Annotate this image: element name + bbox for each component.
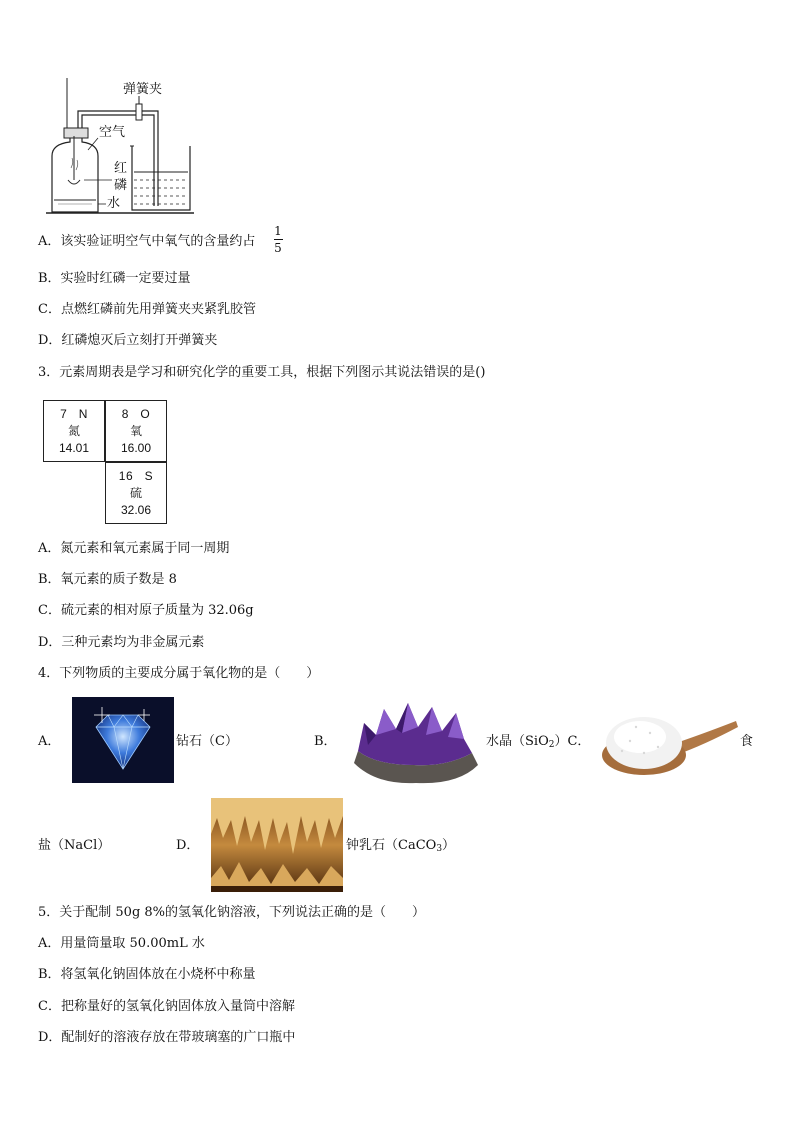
q2-fraction-numerator: 1 bbox=[274, 224, 282, 238]
element-cell-sulfur bbox=[105, 462, 167, 524]
element-symbol: S bbox=[144, 469, 154, 483]
diamond-image bbox=[72, 697, 174, 783]
q4-text-d-subscript: 3 bbox=[436, 844, 443, 854]
q4-text-c-part2: 盐（NaCl） bbox=[38, 838, 111, 853]
label-red-phosphorus-1: 红 bbox=[114, 161, 128, 176]
element-cell-nitrogen bbox=[43, 400, 105, 462]
label-red-phosphorus-2: 磷 bbox=[114, 178, 128, 193]
element-symbol: O bbox=[140, 407, 151, 421]
stalactite-image bbox=[211, 798, 343, 892]
element-mass: 16.00 bbox=[120, 441, 152, 455]
element-name: 氮 bbox=[67, 424, 80, 438]
q3-stem: 3．元素周期表是学习和研究化学的重要工具，根据下列图示其说法错误的是() bbox=[38, 365, 486, 380]
element-cell-oxygen bbox=[105, 400, 167, 462]
q3-option-c: C．硫元素的相对原子质量为 32.06g bbox=[38, 603, 254, 618]
q4-text-d bbox=[346, 837, 455, 858]
element-name: 氧 bbox=[129, 424, 142, 438]
q4-text-a: 钻石（C） bbox=[176, 734, 238, 749]
q4-text-b-prefix: 水晶（SiO bbox=[486, 734, 549, 749]
q3-option-d: D．三种元素均为非金属元素 bbox=[38, 635, 205, 650]
q4-text-c-part1: 食 bbox=[740, 734, 754, 749]
element-number: 8 bbox=[121, 407, 129, 421]
q4-text-d-suffix: ） bbox=[442, 838, 456, 853]
q4-label-d: D． bbox=[176, 838, 200, 853]
q5-option-b: B．将氢氧化钠固体放在小烧杯中称量 bbox=[38, 967, 256, 982]
q4-text-b bbox=[486, 733, 590, 754]
q4-stem: 4．下列物质的主要成分属于氧化物的是（ ） bbox=[38, 666, 320, 681]
amethyst-image bbox=[346, 693, 482, 788]
q4-text-b-subscript: 2 bbox=[548, 740, 555, 750]
q2-option-a: A．该实验证明空气中氧气的含量约占 bbox=[38, 234, 256, 249]
q2-option-b: B．实验时红磷一定要过量 bbox=[38, 271, 191, 286]
q3-option-a: A．氮元素和氧元素属于同一周期 bbox=[38, 541, 230, 556]
label-air: 空气 bbox=[99, 125, 126, 140]
q5-option-c: C．把称量好的氢氧化钠固体放入量筒中溶解 bbox=[38, 999, 295, 1014]
salt-spoon-image bbox=[600, 705, 740, 783]
q5-option-d: D．配制好的溶液存放在带玻璃塞的广口瓶中 bbox=[38, 1030, 296, 1045]
element-symbol: N bbox=[78, 407, 88, 421]
q5-stem: 5．关于配制 50g 8%的氢氧化钠溶液，下列说法正确的是（ ） bbox=[38, 905, 426, 920]
q5-option-a: A．用量筒量取 50.00mL 水 bbox=[38, 936, 205, 951]
q2-fraction-denominator: 5 bbox=[274, 241, 282, 255]
element-mass: 32.06 bbox=[120, 503, 152, 517]
q2-option-d: D．红磷熄灭后立刻打开弹簧夹 bbox=[38, 333, 218, 348]
q4-text-b-suffix: ）C． bbox=[554, 734, 591, 749]
q4-text-d-prefix: 钟乳石（CaCO bbox=[346, 838, 437, 853]
label-water: 水 bbox=[107, 196, 121, 211]
q2-fraction bbox=[271, 224, 285, 255]
q4-label-a: A． bbox=[38, 734, 61, 749]
element-mass: 14.01 bbox=[58, 441, 90, 455]
element-number: 7 bbox=[60, 407, 68, 421]
label-spring-clamp: 弹簧夹 bbox=[123, 82, 163, 97]
q3-option-b: B．氧元素的质子数是 8 bbox=[38, 572, 177, 587]
element-name: 硫 bbox=[129, 486, 142, 500]
q4-label-b: B． bbox=[314, 734, 337, 749]
element-number: 16 bbox=[118, 469, 134, 483]
q2-option-c: C．点燃红磷前先用弹簧夹夹紧乳胶管 bbox=[38, 302, 256, 317]
